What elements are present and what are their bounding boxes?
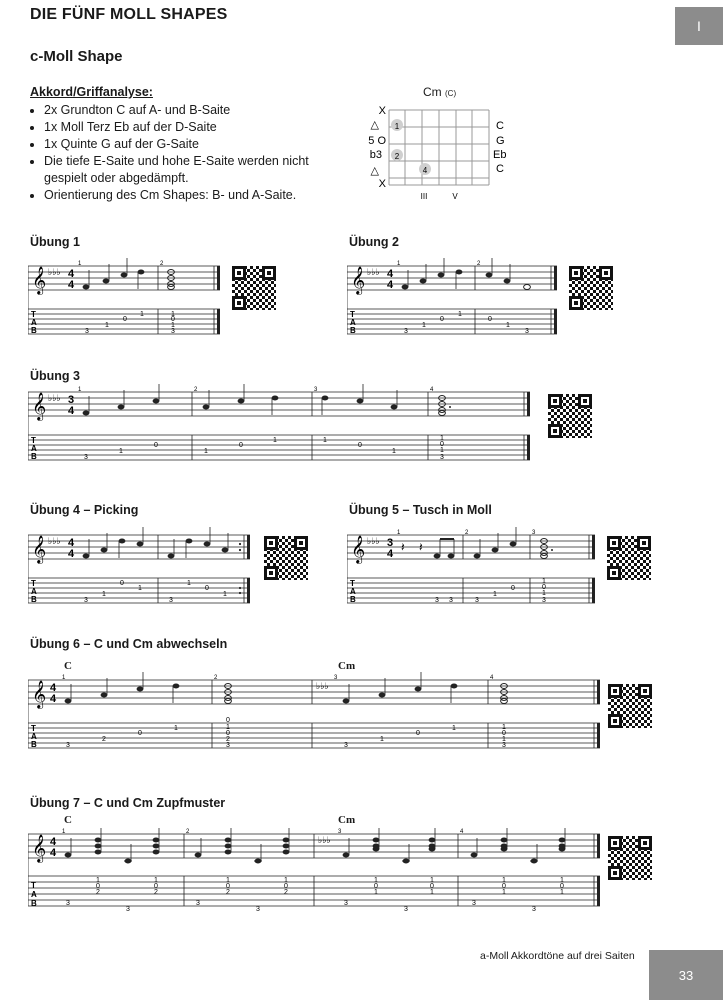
svg-text:4: 4 <box>387 279 394 291</box>
tab-number: 0 <box>542 584 546 591</box>
tab-number: 0 <box>154 883 158 890</box>
tab-number: 1 <box>223 591 227 598</box>
tab-number: 1 <box>171 311 175 318</box>
tab-number: 3 <box>502 742 506 749</box>
finger-number: 1 <box>394 122 400 131</box>
exercise-title: Übung 2 <box>349 235 399 249</box>
note-label: G <box>496 135 505 147</box>
analysis-item: • Orientierung des Cm Shapes: B- und A-Saite. <box>44 187 330 204</box>
tab-number: 3 <box>84 597 88 604</box>
tab-number: 1 <box>392 448 396 455</box>
tab-number: 3 <box>542 597 546 604</box>
chord-symbol: C <box>64 660 72 672</box>
string-mark: △ <box>370 119 379 131</box>
tab-number: 0 <box>440 441 444 448</box>
exercise-title: Übung 3 <box>30 369 80 383</box>
tab-number: 1 <box>380 736 384 743</box>
tab-number: 2 <box>96 889 100 896</box>
measure-number: 1 <box>62 829 66 835</box>
tab-number: 0 <box>226 730 230 737</box>
finger-number: 2 <box>394 152 400 161</box>
tab-number: 3 <box>472 900 476 907</box>
page-title: DIE FÜNF MOLL SHAPES <box>30 6 228 23</box>
tab-number: 0 <box>374 883 378 890</box>
svg-text:T: T <box>31 881 36 890</box>
section-title: c-Moll Shape <box>30 48 123 65</box>
tab-number: 1 <box>493 591 497 598</box>
svg-text:B: B <box>31 899 37 908</box>
measure-number: 4 <box>490 675 494 681</box>
svg-text:T: T <box>31 579 36 588</box>
exercise-title: Übung 1 <box>30 235 80 249</box>
svg-text:4: 4 <box>50 682 57 694</box>
svg-text:4: 4 <box>50 836 57 848</box>
tab-number: 0 <box>502 730 506 737</box>
measure-number: 1 <box>78 261 82 267</box>
tab-number: 1 <box>430 877 434 884</box>
tab-number: 1 <box>452 725 456 732</box>
tab-number: 0 <box>171 316 175 323</box>
tab-number: 0 <box>96 883 100 890</box>
exercise-title: Übung 6 – C und Cm abwechseln <box>30 637 228 651</box>
tab-number: 1 <box>138 585 142 592</box>
analysis-item: • 2x Grundton C auf A- und B-Saite <box>44 102 330 119</box>
svg-text:4: 4 <box>68 268 75 280</box>
tab-number: 1 <box>542 578 546 585</box>
tab-number: 1 <box>440 435 444 442</box>
tab-number: 3 <box>196 900 200 907</box>
tab-number: 1 <box>374 877 378 884</box>
measure-number: 3 <box>338 829 342 835</box>
tab-number: 0 <box>430 883 434 890</box>
tab-number: 1 <box>187 580 191 587</box>
svg-text:𝄽: 𝄽 <box>419 540 423 554</box>
measure-number: 1 <box>62 675 66 681</box>
tab-number: 3 <box>440 454 444 461</box>
tab-number: 3 <box>449 597 453 604</box>
svg-text:𝄞: 𝄞 <box>32 682 47 708</box>
svg-text:𝄞: 𝄞 <box>32 537 47 563</box>
svg-text:𝄽: 𝄽 <box>401 540 405 554</box>
svg-text:𝄞: 𝄞 <box>351 537 366 563</box>
tab-number: 1 <box>560 889 564 896</box>
exercise-2-notation <box>347 258 647 338</box>
qr-code[interactable] <box>232 266 276 310</box>
tab-number: 1 <box>154 877 158 884</box>
tab-number: 0 <box>205 585 209 592</box>
tab-number: 1 <box>171 322 175 329</box>
analysis-item: • Die tiefe E-Saite und hohe E-Saite werden nicht gespielt oder abgedämpft. <box>44 153 330 187</box>
chapter-tab: I <box>675 7 723 45</box>
tab-number: 1 <box>506 322 510 329</box>
exercise-1-notation <box>28 258 328 338</box>
svg-text:A: A <box>31 890 37 899</box>
tab-number: 2 <box>226 889 230 896</box>
tab-number: 3 <box>126 906 130 913</box>
tab-number: 3 <box>344 900 348 907</box>
tab-number: 0 <box>226 883 230 890</box>
tab-number: 0 <box>226 717 230 724</box>
tab-number: 1 <box>174 725 178 732</box>
qr-code[interactable] <box>607 536 651 580</box>
tab-number: 0 <box>284 883 288 890</box>
tab-number: 1 <box>140 311 144 318</box>
tab-number: 0 <box>488 316 492 323</box>
measure-number: 2 <box>465 530 469 536</box>
chord-diagram-alt-name: (C) <box>445 89 457 98</box>
tab-number: 0 <box>511 585 515 592</box>
svg-text:4: 4 <box>387 268 394 280</box>
measure-number: 1 <box>397 261 401 267</box>
tab-number: 1 <box>96 877 100 884</box>
measure-number: 1 <box>397 530 401 536</box>
svg-text:♭♭♭: ♭♭♭ <box>48 393 61 403</box>
tab-clef-t: T <box>31 310 36 319</box>
chord-analysis <box>30 84 330 204</box>
note-label: C <box>496 163 504 175</box>
svg-text:3: 3 <box>387 537 394 549</box>
tab-number: 3 <box>85 328 89 335</box>
tab-number: 3 <box>256 906 260 913</box>
svg-text:T: T <box>31 724 36 733</box>
svg-text:♭♭♭: ♭♭♭ <box>367 267 380 277</box>
svg-text:B: B <box>31 595 37 604</box>
fret-label: V <box>452 192 458 201</box>
svg-text:B: B <box>31 740 37 749</box>
string-mark: △ <box>370 165 379 177</box>
tab-number: 3 <box>525 328 529 335</box>
qr-code[interactable] <box>548 394 592 438</box>
svg-text:♭♭♭: ♭♭♭ <box>318 835 331 845</box>
measure-number: 3 <box>314 387 318 393</box>
tab-number: 3 <box>344 742 348 749</box>
svg-text:B: B <box>350 326 356 335</box>
svg-text:𝄞: 𝄞 <box>32 268 47 294</box>
tab-number: 3 <box>404 906 408 913</box>
tab-clef-a: A <box>31 318 37 327</box>
chord-diagram <box>362 102 522 202</box>
chord-diagram-name: Cm <box>423 85 442 99</box>
analysis-heading: Akkord/Griffanalyse: <box>30 85 153 99</box>
svg-text:♭♭♭: ♭♭♭ <box>48 536 61 546</box>
measure-number: 3 <box>532 530 536 536</box>
qr-code[interactable] <box>608 684 652 728</box>
tab-number: 1 <box>502 889 506 896</box>
tab-number: 1 <box>105 322 109 329</box>
qr-code[interactable] <box>264 536 308 580</box>
tab-number: 2 <box>154 889 158 896</box>
svg-text:B: B <box>31 452 37 461</box>
svg-text:♭♭♭: ♭♭♭ <box>316 681 329 691</box>
tab-number: 0 <box>138 730 142 737</box>
tab-number: 3 <box>66 900 70 907</box>
measure-number: 2 <box>477 261 481 267</box>
footer-text: a-Moll Akkordtöne auf drei Saiten <box>480 950 635 962</box>
exercise-title: Übung 4 – Picking <box>30 503 139 517</box>
analysis-item: • 1x Moll Terz Eb auf der D-Saite <box>44 119 330 136</box>
string-mark: X <box>378 178 386 190</box>
tab-clef-b: B <box>31 326 37 335</box>
exercise-title: Übung 7 – C und Cm Zupfmuster <box>30 796 226 810</box>
tab-number: 1 <box>458 311 462 318</box>
svg-text:𝄞: 𝄞 <box>32 394 47 420</box>
measure-number: 2 <box>160 261 164 267</box>
tab-number: 0 <box>358 442 362 449</box>
chord-symbol: Cm <box>338 660 356 672</box>
tab-number: 1 <box>374 889 378 896</box>
measure-number: 1 <box>78 387 82 393</box>
svg-text:A: A <box>350 318 356 327</box>
measure-number: 2 <box>194 387 198 393</box>
tab-number: 1 <box>119 448 123 455</box>
exercise-7-notation <box>28 826 678 916</box>
svg-text:4: 4 <box>50 693 57 705</box>
svg-text:𝄞: 𝄞 <box>32 836 47 862</box>
tab-number: 1 <box>226 724 230 731</box>
tab-number: 1 <box>102 591 106 598</box>
string-mark: 5 O <box>368 135 386 147</box>
tab-number: 2 <box>226 736 230 743</box>
svg-text:3: 3 <box>68 394 75 406</box>
svg-text:4: 4 <box>50 847 57 859</box>
tab-number: 1 <box>542 590 546 597</box>
note-label: Eb <box>493 149 507 161</box>
tab-number: 3 <box>475 597 479 604</box>
chord-symbol: Cm <box>338 814 356 826</box>
tab-number: 3 <box>435 597 439 604</box>
tab-number: 0 <box>440 316 444 323</box>
tab-number: 3 <box>226 742 230 749</box>
svg-text:4: 4 <box>68 537 75 549</box>
tab-number: 1 <box>204 448 208 455</box>
chord-diagram-title <box>423 85 456 99</box>
tab-number: 1 <box>430 889 434 896</box>
tab-number: 3 <box>84 454 88 461</box>
exercise-3-notation <box>28 384 608 464</box>
tab-number: 1 <box>502 877 506 884</box>
exercise-title: Übung 5 – Tusch in Moll <box>349 503 492 517</box>
tab-number: 3 <box>169 597 173 604</box>
tab-number: 0 <box>560 883 564 890</box>
note-label: C <box>496 120 504 132</box>
tab-number: 1 <box>422 322 426 329</box>
tab-number: 1 <box>273 437 277 444</box>
string-mark: X <box>378 105 386 117</box>
svg-text:4: 4 <box>68 548 75 560</box>
tab-number: 0 <box>154 442 158 449</box>
svg-text:4: 4 <box>68 279 75 291</box>
measure-number: 2 <box>186 829 190 835</box>
exercise-4-notation <box>28 527 328 607</box>
tab-number: 1 <box>226 877 230 884</box>
exercise-6-notation <box>28 672 678 752</box>
svg-text:A: A <box>31 444 37 453</box>
svg-text:♭♭♭: ♭♭♭ <box>367 536 380 546</box>
measure-number: 4 <box>430 387 434 393</box>
tab-number: 0 <box>123 316 127 323</box>
tab-number: 0 <box>120 580 124 587</box>
chord-symbol: C <box>64 814 72 826</box>
measure-number: 4 <box>460 829 464 835</box>
tab-number: 0 <box>502 883 506 890</box>
tab-number: 1 <box>440 447 444 454</box>
tab-number: 3 <box>532 906 536 913</box>
svg-text:A: A <box>31 587 37 596</box>
exercise-5-notation <box>347 527 657 607</box>
string-mark: b3 <box>369 149 382 161</box>
finger-number: 4 <box>422 166 428 175</box>
tab-number: 1 <box>323 437 327 444</box>
qr-code[interactable] <box>608 836 652 880</box>
tab-number: 1 <box>284 877 288 884</box>
svg-text:4: 4 <box>387 548 394 560</box>
tab-number: 1 <box>560 877 564 884</box>
tab-number: 3 <box>404 328 408 335</box>
svg-text:♭♭♭: ♭♭♭ <box>48 267 61 277</box>
tab-number: 1 <box>502 724 506 731</box>
tab-number: 0 <box>416 730 420 737</box>
measure-number: 2 <box>214 675 218 681</box>
svg-text:A: A <box>31 732 37 741</box>
fret-label: III <box>420 192 428 201</box>
analysis-list <box>30 102 330 204</box>
svg-text:T: T <box>350 310 355 319</box>
tab-number: 1 <box>502 736 506 743</box>
svg-text:A: A <box>350 587 356 596</box>
svg-text:4: 4 <box>68 405 75 417</box>
tab-number: 2 <box>102 736 106 743</box>
svg-text:T: T <box>31 436 36 445</box>
analysis-item: • 1x Quinte G auf der G-Saite <box>44 136 330 153</box>
page-number: 33 <box>649 950 723 1000</box>
qr-code[interactable] <box>569 266 613 310</box>
svg-text:T: T <box>350 579 355 588</box>
tab-number: 0 <box>239 442 243 449</box>
tab-number: 3 <box>66 742 70 749</box>
svg-text:𝄞: 𝄞 <box>351 268 366 294</box>
svg-text:B: B <box>350 595 356 604</box>
measure-number: 3 <box>334 675 338 681</box>
tab-number: 2 <box>284 889 288 896</box>
tab-number: 3 <box>171 328 175 335</box>
